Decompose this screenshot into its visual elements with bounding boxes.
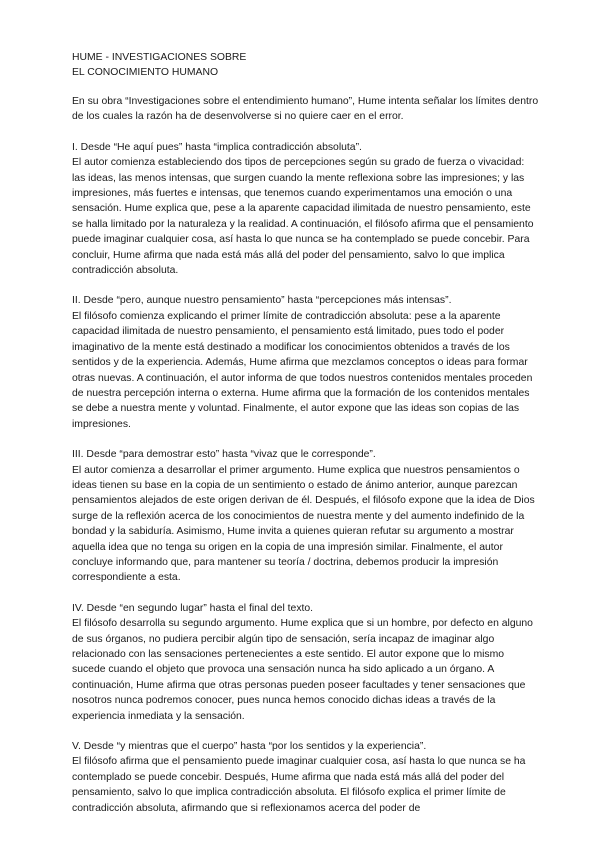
section-body: El autor comienza estableciendo dos tipos de percepciones según su grado de fuerza o vivacidad: las ideas, las menos intensas, que surgen cuando la mente reflexiona sobre las impresiones; y las impresiones, más fuertes e intensas, que tenemos cuando experimentamos una emoción o una sensación. Hume explica que, pese a la aparente capacidad ilimitada de nuestro pensamiento, este se halla limitado por la naturaleza y la realidad. A continuación, el filósofo afirma que el pensamiento puede imaginar cualquier cosa, así hasta lo que nunca se ha contemplado se puede concebir. Para concluir, Hume afirma que nada está más allá del poder del pensamiento, salvo lo que implica contradicción absoluta. [72,157,534,277]
document-title [72,50,540,80]
section-heading: IV. Desde “en segundo lugar” hasta el final del texto. [72,602,314,614]
section-body: El filósofo comienza explicando el primer límite de contradicción absoluta: pese a la aparente capacidad ilimitada de nuestro pensamiento, el pensamiento está limitado, pues todo el poder imaginativo de la mente está destinado a modificar los conocimientos obtenidos a través de los sentidos y de la experiencia. Además, Hume afirma que mezclamos conceptos o ideas para formar otras nuevas. A continuación, el autor informa de que todos nuestros contenidos mentales proceden de nuestra percepción interna o externa. Hume afirma que la formación de los contenidos mentales se debe a nuestra mente y voluntad. Finalmente, el autor expone que las ideas son copias de las impresiones. [72,310,533,430]
section-body: El autor comienza a desarrollar el primer argumento. Hume explica que nuestros pensamientos o ideas tienen su base en la copia de un sentimiento o estado de ánimo anterior, aunque parezcan pensamientos alejados de este origen derivan de él. Después, el filósofo expone que la idea de Dios surge de la reflexión acerca de los conocimientos de nuestra mente y del aumento indefinido de la bondad y la sabiduría. Asimismo, Hume invita a quienes quieran refutar su argumento a mostrar aquella idea que no tenga su origen en la copia de una impresión similar. Finalmente, el autor concluye informando que, para mantener su teoría / doctrina, debemos producir la impresión correspondiente a esta. [72,464,535,584]
section-4 [72,601,540,724]
title-line-1: HUME - INVESTIGACIONES SOBRE [72,52,247,63]
section-5 [72,739,540,816]
intro-paragraph: En su obra “Investigaciones sobre el entendimiento humano”, Hume intenta señalar los límites dentro de los cuales la razón ha de desenvolverse si no quiere caer en el error. [72,96,539,123]
section-heading: II. Desde “pero, aunque nuestro pensamiento” hasta “percepciones más intensas”. [72,295,452,307]
title-line-2: EL CONOCIMIENTO HUMANO [72,67,219,78]
section-heading: V. Desde “y mientras que el cuerpo” hasta “por los sentidos y la experiencia”. [72,741,427,753]
section-2 [72,293,540,432]
section-1 [72,140,540,279]
section-heading: I. Desde “He aquí pues” hasta “implica contradicción absoluta”. [72,141,362,153]
section-body: El filósofo desarrolla su segundo argumento. Hume explica que si un hombre, por defecto en alguno de sus órganos, no pudiera percibir algún tipo de sensación, sería incapaz de imaginar algo relacionado con las sensaciones pertenecientes a este sentido. El autor expone que lo mismo sucede cuando el objeto que provoca una sensación nunca ha sido aplicado a un órgano. A continuación, Hume afirma que otras personas pueden poseer facultades y tener sensaciones que nosotros nunca podremos conocer, pues nunca hemos conocido dichas ideas a través de la experiencia inmediata y la sensación. [72,618,533,722]
section-body: El filósofo afirma que el pensamiento puede imaginar cualquier cosa, así hasta lo que nunca se ha contemplado se puede concebir. Después, Hume afirma que nada está más allá del poder del pensamiento, salvo lo que implica contradicción absoluta. El filósofo explica el primer límite de contradicción absoluta, afirmando que si reflexionamos acerca del poder de [72,756,526,814]
section-heading: III. Desde “para demostrar esto” hasta “vivaz que le corresponde”. [72,449,376,461]
section-3 [72,447,540,586]
